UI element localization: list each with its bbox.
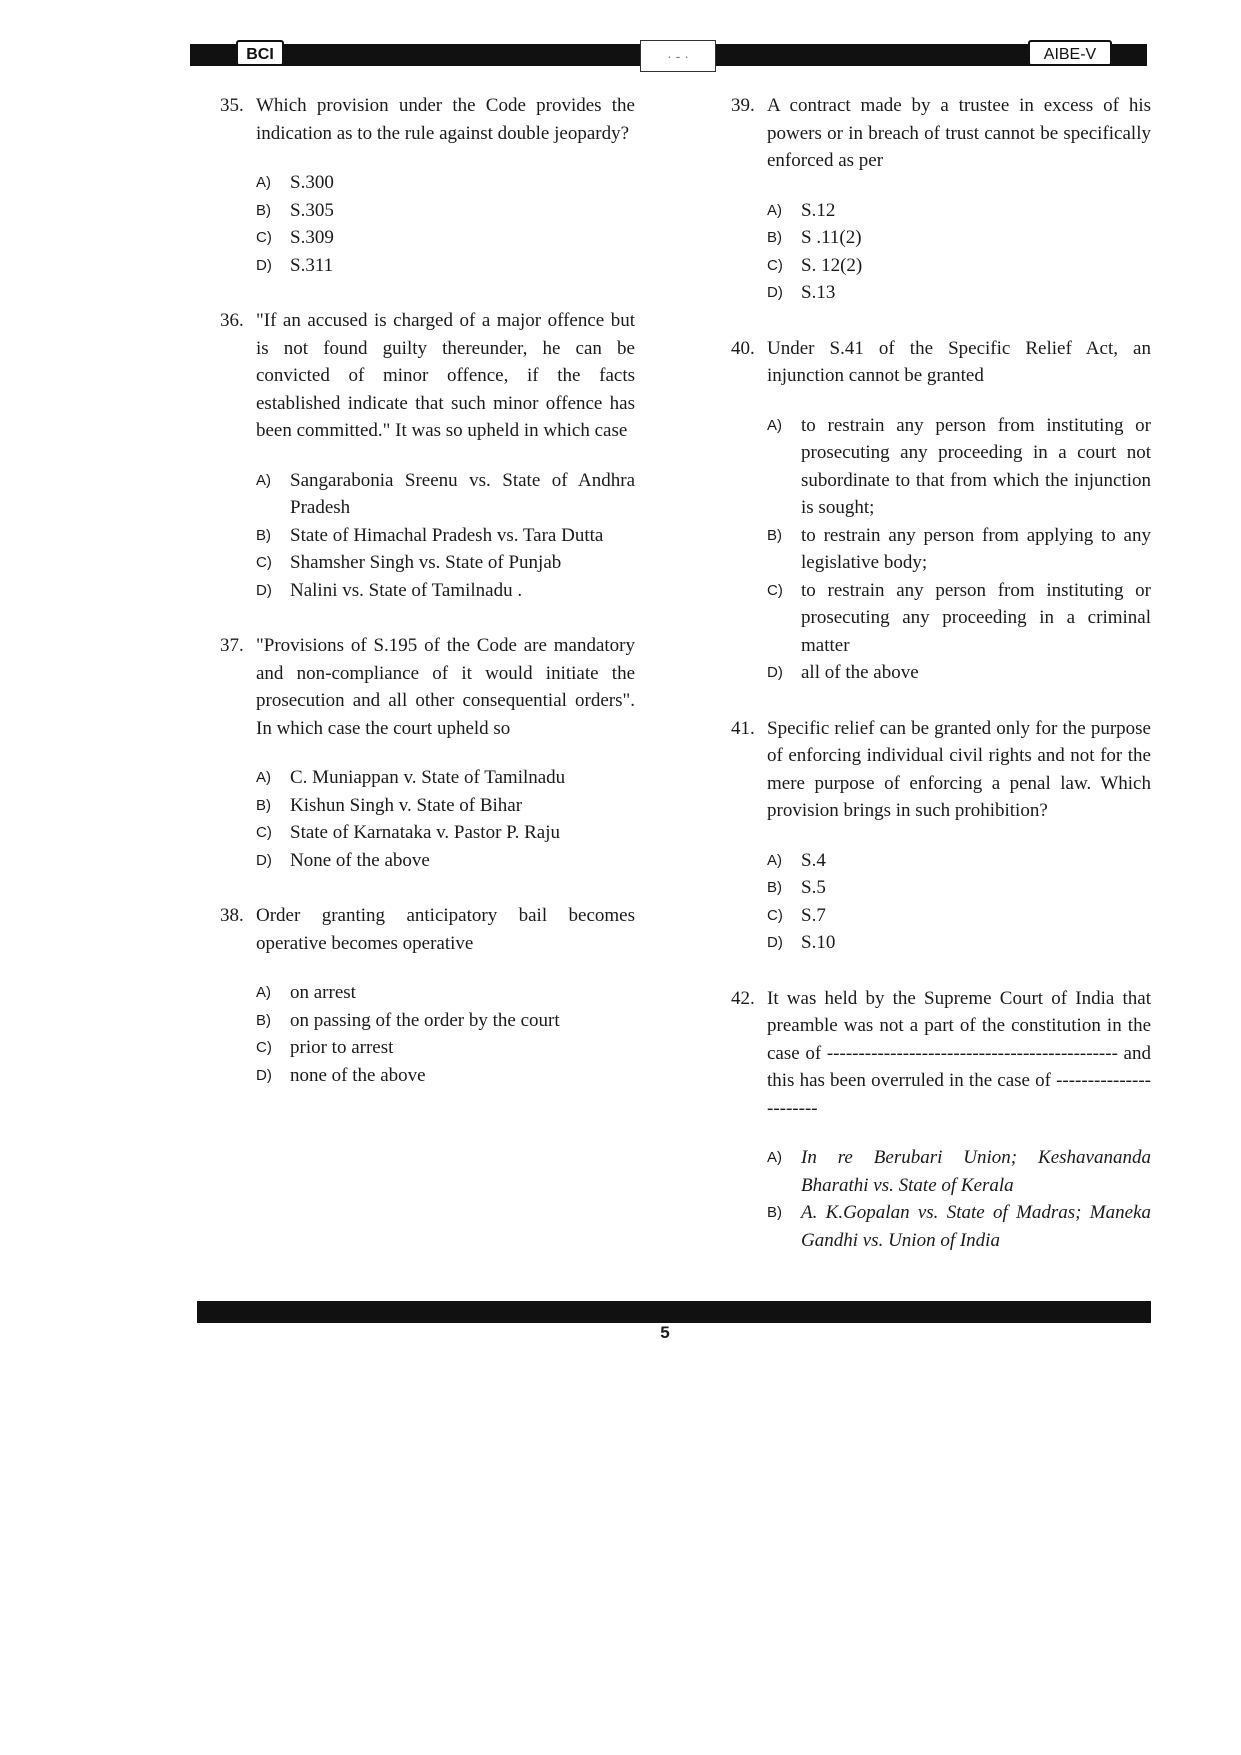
option-text: S.4	[801, 849, 826, 871]
option-d	[256, 252, 635, 280]
option-text: Kishun Singh v. State of Bihar	[290, 794, 523, 816]
option-letter: B)	[256, 526, 271, 544]
option-letter: C)	[767, 256, 783, 274]
option-letter: A)	[256, 769, 271, 786]
option-d	[767, 929, 1151, 957]
question-35	[220, 92, 635, 279]
option-list	[767, 1144, 1151, 1254]
option-letter: B)	[256, 201, 271, 219]
option-letter: C)	[256, 824, 272, 841]
option-a	[256, 467, 635, 522]
header-right-label: AIBE-V	[1028, 40, 1112, 66]
option-b	[256, 1007, 635, 1035]
option-d	[256, 577, 635, 605]
option-a	[767, 847, 1151, 875]
option-c	[256, 1034, 635, 1062]
option-list	[256, 169, 635, 279]
option-letter: D)	[767, 664, 783, 681]
option-c	[256, 549, 635, 577]
option-a	[767, 197, 1151, 225]
option-d	[767, 279, 1151, 307]
option-list	[256, 979, 635, 1089]
option-list	[767, 412, 1151, 687]
option-text: S. 12(2)	[801, 254, 863, 276]
option-a	[256, 169, 635, 197]
option-letter: A)	[767, 201, 782, 219]
option-text: S .11(2)	[801, 227, 862, 248]
option-letter: C)	[767, 906, 783, 924]
option-c	[256, 224, 635, 252]
option-text: Nalini vs. State of Tamilnadu .	[290, 579, 523, 601]
option-a	[256, 764, 635, 792]
question-38	[220, 902, 635, 1089]
question-40	[731, 335, 1151, 687]
question-number: 40.	[731, 337, 755, 359]
option-letter: C)	[256, 554, 272, 571]
option-text: Sangarabonia Sreenu vs. State of Andhra Pradesh	[290, 469, 635, 518]
question-number: 36.	[220, 310, 244, 331]
option-text: on passing of the order by the court	[290, 1009, 560, 1031]
option-letter: B)	[256, 1011, 271, 1029]
option-text: to restrain any person from instituting or prosecuting any proceeding in a court not subordinate to that from which the injunction is sought;	[801, 414, 1151, 518]
option-letter: C)	[767, 581, 783, 599]
option-d	[256, 847, 635, 875]
question-text: "If an accused is charged of a major offence but is not found guilty thereunder, he can be convicted of minor offence, if the facts established indicate that such minor offence has been committed." It was so upheld in which case	[256, 310, 635, 441]
question-number: 38.	[220, 905, 244, 926]
question-number: 35.	[220, 95, 244, 116]
option-letter: C)	[256, 1039, 272, 1056]
option-c	[256, 819, 635, 847]
option-text: Shamsher Singh vs. State of Punjab	[290, 552, 562, 573]
option-text: S.311	[290, 254, 334, 276]
question-37	[220, 632, 635, 874]
option-text: S.7	[801, 904, 826, 926]
option-letter: D)	[256, 256, 272, 274]
option-letter: D)	[256, 581, 272, 599]
option-letter: D)	[256, 851, 272, 869]
right-column	[731, 92, 1151, 1254]
option-c	[767, 577, 1151, 660]
option-b	[767, 874, 1151, 902]
option-c	[767, 902, 1151, 930]
question-number: 42.	[731, 987, 755, 1009]
option-letter: C)	[256, 229, 272, 246]
option-text: S.12	[801, 199, 836, 221]
option-d	[256, 1062, 635, 1090]
question-text: Which provision under the Code provides the indication as to the rule against double jeopardy?	[256, 95, 635, 144]
header-center-box: · - ·	[640, 40, 716, 72]
option-b	[256, 197, 635, 225]
option-list	[767, 847, 1151, 957]
question-number: 39.	[731, 95, 755, 116]
option-list	[256, 764, 635, 874]
option-a	[256, 979, 635, 1007]
option-letter: A)	[767, 416, 782, 434]
option-a	[767, 412, 1151, 522]
option-letter: D)	[767, 284, 783, 301]
question-text: Order granting anticipatory bail becomes operative becomes operative	[256, 905, 635, 954]
option-b	[256, 522, 635, 550]
option-text: none of the above	[290, 1064, 426, 1086]
option-text: on arrest	[290, 982, 356, 1003]
option-text: In re Berubari Union; Keshavananda Bharathi vs. State of Kerala	[801, 1147, 1151, 1196]
option-text: State of Karnataka v. Pastor P. Raju	[290, 822, 560, 843]
option-letter: A)	[256, 471, 271, 489]
question-text: It was held by the Supreme Court of India that preamble was not a part of the constitution in the case of ---------------------------------------------- and this has been overruled in the case of -----------------------	[767, 987, 1151, 1119]
option-text: S.13	[801, 282, 836, 303]
option-letter: A)	[767, 1149, 782, 1166]
option-text: S.309	[290, 227, 334, 248]
footer-bar	[197, 1301, 1151, 1323]
option-text: A. K.Gopalan vs. State of Madras; Maneka Gandhi vs. Union of India	[801, 1202, 1151, 1251]
option-text: S.10	[801, 932, 836, 953]
option-letter: B)	[767, 526, 782, 544]
option-letter: D)	[256, 1066, 272, 1084]
left-column	[220, 92, 635, 1089]
option-text: S.305	[290, 199, 334, 221]
option-text: State of Himachal Pradesh vs. Tara Dutta	[290, 524, 604, 546]
option-letter: B)	[767, 879, 782, 896]
option-letter: B)	[767, 1204, 782, 1221]
question-text: Specific relief can be granted only for the purpose of enforcing individual civil rights and not for the mere purpose of enforcing a penal law. Which provision brings in such prohibition?	[767, 717, 1151, 821]
question-number: 37.	[220, 635, 244, 656]
option-text: all of the above	[801, 662, 919, 683]
option-letter: B)	[256, 796, 271, 814]
option-letter: A)	[256, 174, 271, 191]
page-number: 5	[660, 1323, 670, 1342]
header-left-label: BCI	[236, 40, 284, 66]
question-text: Under S.41 of the Specific Relief Act, an injunction cannot be granted	[767, 337, 1151, 386]
question-text: "Provisions of S.195 of the Code are mandatory and non-compliance of it would initiate the prosecution and all other consequential orders". In which case the court upheld so	[256, 635, 635, 739]
option-text: C. Muniappan v. State of Tamilnadu	[290, 767, 566, 788]
question-text: A contract made by a trustee in excess of his powers or in breach of trust cannot be specifically enforced as per	[767, 95, 1151, 171]
option-text: to restrain any person from instituting or prosecuting any proceeding in a criminal matter	[801, 579, 1151, 656]
question-36	[220, 307, 635, 604]
option-c	[767, 252, 1151, 280]
option-b	[256, 792, 635, 820]
question-42	[731, 985, 1151, 1255]
option-a	[767, 1144, 1151, 1199]
option-letter: A)	[767, 851, 782, 869]
option-list	[256, 467, 635, 605]
option-text: prior to arrest	[290, 1037, 394, 1058]
option-b	[767, 224, 1151, 252]
option-letter: A)	[256, 984, 271, 1001]
option-letter: D)	[767, 934, 783, 951]
option-text: S.5	[801, 877, 826, 898]
question-41	[731, 715, 1151, 957]
option-text: S.300	[290, 172, 334, 193]
option-list	[767, 197, 1151, 307]
question-39	[731, 92, 1151, 307]
option-letter: B)	[767, 229, 782, 246]
question-number: 41.	[731, 717, 755, 739]
option-text: None of the above	[290, 849, 430, 871]
option-d	[767, 659, 1151, 687]
option-text: to restrain any person from applying to any legislative body;	[801, 524, 1151, 573]
option-b	[767, 522, 1151, 577]
option-b	[767, 1199, 1151, 1254]
